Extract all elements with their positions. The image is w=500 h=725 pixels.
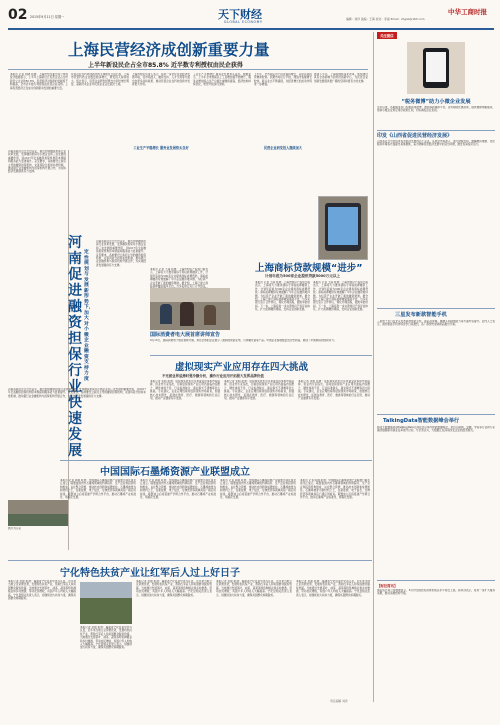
graphene-body-2: 本报讯 记者 陈刚 报道：中国国际石墨烯资源产业联盟日前在黑龙江成立。联盟由国内外石墨烯领域的科研院所、生产企业和投资机构组成，旨在整合资源、推动技术创新和成果转化。石墨烯被誉为新材料之王，在新能源、电子信息、生物医药等领域具有广阔应用前景。联盟成立后将搭建产学研合作平台，推动石墨烯产业标准化、规模化发展。 — [140, 479, 216, 500]
samsung-body: 三星电子近日在北京发布新款智能手机，新品在屏幕、摄像头和续航能力等方面均有提升。业内人士表示，国内智能手机市场竞争日趋激烈，各厂商纷纷加快新品推出节奏。 — [377, 320, 495, 327]
date-line: 2015年9月11日 星期一 — [30, 15, 65, 19]
talkingdata-body: 移动大数据服务商TalkingData日前在北京举办智能数据峰会，来自互联网、金融、零售等行业的专家围绕数据驱动商业变革展开讨论。与会者认为，大数据正在深刻改变企业的经营模式。 — [377, 426, 495, 433]
page-number: 02 — [8, 7, 28, 23]
lead-subhead-2: 民营企业研发投入继续加大 — [263, 146, 303, 150]
consumer-expo-photo — [150, 288, 230, 330]
wechat-label: 关注微信 — [377, 32, 397, 39]
ninghua-body-2: 本报记者 吴强 报道：福建省宁化县是中央苏区县，近年来当地立足资源优势，发展特色扶贫产业，帮助红军后人和贫困群众脱贫致富。当地通过发展茶叶、油茶、蔬菜等特色种植业和乡村旅游，带动农民增收，贫困户年人均收入大幅提高。宁化县相关负责人表示，将继续加大扶持力度，确保贫困群众如期脱贫。 — [80, 626, 132, 650]
vr-title: 虚拟现实产业应用存在四大挑战 — [175, 362, 309, 373]
ninghua-body-5: 本报记者 吴强 报道：福建省宁化县是中央苏区县，近年来当地立足资源优势，发展特色扶贫产业，帮助红军后人和贫困群众脱贫致富。当地通过发展茶叶、油茶、蔬菜等特色种植业和乡村旅游，带动农民增收，贫困户年人均收入大幅提高。宁化县相关负责人表示，将继续加大扶持力度，确保贫困群众如期脱贫。 — [296, 580, 370, 597]
henan-photo-caption: 图片为示意 — [8, 527, 21, 530]
lead-column-1: 本报讯 记者 刘晓 报道：上海市发改委日前公布的统计数据显示，上半年上海新设立民营企业占全市新设立企业的85.8%，民营经济对创新的贡献度不断提高，全市近半数专利授权由民营企业获得。上海民营经济正在成为创新驱动发展的重要力量。 — [10, 73, 68, 90]
lead-subhead-1: 工业生产平稳增长 服务业发展势头良好 — [133, 146, 189, 150]
ninghua-top-rule — [8, 560, 372, 561]
lead-column-3: 上海市相关负责人表示，将进一步优化民营经济发展环境，在市场准入、融资支持、人才引进等方面出台更多扶持政策，推动民营企业在科技创新中发挥更大作用。 — [132, 73, 190, 87]
trademark-loan-body-3: 本报讯 记者 王丽 报道：上海市知识产权局日前表示，上海将大力推进商标专用权质押融资工作，计划年底前为500家企业提供商标质押贷款。商标质押融资有效缓解了中小企业融资难问题，为轻资产企业开辟了新的融资渠道。据介绍，上海已建立商标质押融资服务平台，与多家银行签订合作协议，简化办理流程，缩短审批时间。下一步，上海将进一步完善知识产权评估体系，扩大质押融资规模，支持企业创新发展。 — [313, 281, 368, 312]
ninghua-body-3: 本报记者 吴强 报道：福建省宁化县是中央苏区县，近年来当地立足资源优势，发展特色扶贫产业，帮助红军后人和贫困群众脱贫致富。当地通过发展茶叶、油茶、蔬菜等特色种植业和乡村旅游，带动农民增收，贫困户年人均收入大幅提高。宁化县相关负责人表示，将继续加大扶持力度，确保贫困群众如期脱贫。 — [136, 580, 212, 597]
vr-top-rule — [150, 355, 372, 356]
sidebar-divider — [373, 32, 374, 702]
lead-subtitle: 上半年新设民企占全市85.8% 近半数专利授权由民企获得 — [88, 62, 243, 69]
masthead — [8, 5, 494, 27]
trademark-loan-body-2: 本报讯 记者 王丽 报道：上海市知识产权局日前表示，上海将大力推进商标专用权质押融资工作，计划年底前为500家企业提供商标质押贷款。商标质押融资有效缓解了中小企业融资难问题，为轻资产企业开辟了新的融资渠道。据介绍，上海已建立商标质押融资服务平台，与多家银行签订合作协议，简化办理流程，缩短审批时间。下一步，上海将进一步完善知识产权评估体系，扩大质押融资规模，支持企业创新发展。 — [255, 281, 310, 312]
henan-intro: 河南省政府近日出台意见，提出加快融资担保行业改革发展，发挥融资担保对小微企业和三农发展的重要作用，到2017年全省融资担保机构资本规模和服务能力显著提升。意见要求，各地要设立政府主导的融资担保机构，完善风险分担和补偿机制，推动银行业金融机构与担保机构开展合作，为实体经济发展提供有力支撑。 — [8, 150, 66, 174]
samsung-title: 三星发布新款智能手机 — [395, 312, 447, 318]
lead-title: 上海民营经济成创新重要力量 — [68, 41, 270, 59]
editor-line: 编辑：刘洋 美编：王海 校对：李丽 Email：zhgsb@163.com — [346, 17, 425, 21]
consumer-expo-caption-title: 国际消费者电大展首席讲师宣告 — [150, 332, 221, 338]
graphene-body-1: 本报讯 记者 陈刚 报道：中国国际石墨烯资源产业联盟日前在黑龙江成立。联盟由国内外石墨烯领域的科研院所、生产企业和投资机构组成，旨在整合资源、推动技术创新和成果转化。石墨烯被誉为新材料之王，在新能源、电子信息、生物医药等领域具有广阔应用前景。联盟成立后将搭建产学研合作平台，推动石墨烯产业标准化、规模化发展。 — [60, 479, 136, 500]
vr-body-2: 本报记者 张明 报道：虚拟现实技术近年来备受资本和市场追捧，但业内专家指出，目前虚拟现实产业应用仍面临内容匮乏、硬件体验不佳、行业标准缺失、商业模式不清晰等四大挑战。专家建议，企业应理性看待虚拟现实市场前景，加强核心技术研发，拓展在教育、医疗、旅游等领域的行业应用，推动产业健康有序发展。 — [224, 380, 294, 401]
henan-photo — [8, 500, 68, 526]
lead-subtitle-rule — [8, 69, 368, 70]
henan-deck: 定性 规划与发展 新形势下，加大对小微企业融资支持力度 — [84, 250, 94, 382]
graphene-body-4: 本报讯 记者 陈刚 报道：中国国际石墨烯资源产业联盟日前在黑龙江成立。联盟由国内外石墨烯领域的科研院所、生产企业和投资机构组成，旨在整合资源、推动技术创新和成果转化。石墨烯被誉为新材料之王，在新能源、电子信息、生物医药等领域具有广阔应用前景。联盟成立后将搭建产学研合作平台，推动石墨烯产业标准化、规模化发展。 — [300, 479, 370, 500]
talkingdata-title: TalkingData智能数据峰会举行 — [383, 418, 460, 424]
sidebar-rule-4 — [377, 580, 495, 581]
section-title: 天下财经 — [218, 8, 262, 21]
consumer-expo-caption: 9月10日，国际消费电子展在柏林开幕，来自全球的企业展示了最新的智能家电、可穿戴设备等产品。中国企业参展数量创历史新高，展现了中国制造的创新实力。 — [150, 339, 337, 342]
lead-column-2: 民营企业在科技创新中的主体地位日益凸显，上海市民营科技企业数量稳步增长，研发投入持续加大。统计显示，民营企业研发经费支出同比增长明显，高新技术企业中民营企业占比超过七成。 — [71, 73, 129, 87]
brief-title: 【财经简讯】 — [377, 584, 398, 588]
wechat-headline: “税务微博”助力小微企业发展 — [401, 99, 471, 105]
section-subtitle: GLOBAL ECONOMY — [224, 20, 263, 24]
trademark-loan-subtitle: 计划年底为500家企业提供贷款5000万元以上 — [265, 274, 341, 278]
shanxi-title: 印发《山西省促进民营经济发展》 — [377, 133, 453, 139]
lead-column-5: 上半年，全市固定资产投资保持增长，其中民间投资增速较快。消费市场运行平稳，网络零售额增长较快，新兴业态不断涌现，对经济增长的拉动作用进一步增强。 — [254, 73, 312, 87]
lead-inset-photo — [318, 196, 368, 260]
ninghua-photo — [80, 582, 132, 624]
wechat-qr-photo — [407, 42, 465, 94]
lead-column-6: 展望下半年，上海将继续深化改革，加快建设具有全球影响力的科技创新中心，为民营企业创新发展提供更广阔的空间和更有力的支撑。 — [314, 73, 368, 83]
shanxi-body: 山西省近日出台促进民营经济发展的若干意见，从放宽市场准入、加大财税支持、缓解融资难题、优化服务环境等方面提出具体措施，着力破解民营经济发展中的突出问题，激发民间投资活力。 — [377, 140, 495, 147]
vr-body-1: 本报记者 张明 报道：虚拟现实技术近年来备受资本和市场追捧，但业内专家指出，目前虚拟现实产业应用仍面临内容匮乏、硬件体验不佳、行业标准缺失、商业模式不清晰等四大挑战。专家建议，企业应理性看待虚拟现实市场前景，加强核心技术研发，拓展在教育、医疗、旅游等领域的行业应用，推动产业健康有序发展。 — [150, 380, 220, 401]
ninghua-body-4: 本报记者 吴强 报道：福建省宁化县是中央苏区县，近年来当地立足资源优势，发展特色扶贫产业，帮助红军后人和贫困群众脱贫致富。当地通过发展茶叶、油茶、蔬菜等特色种植业和乡村旅游，带动农民增收，贫困户年人均收入大幅提高。宁化县相关负责人表示，将继续加大扶持力度，确保贫困群众如期脱贫。 — [216, 580, 292, 597]
right-sidebar — [377, 32, 495, 702]
brief-body: 国家统计局公布数据显示，8月份全国居民消费价格总水平同比上涨。商务部表示，将进一步扩大服务消费，推动消费结构升级。 — [377, 589, 495, 596]
trademark-loan-title: 上海商标贷款规模“进步” — [255, 263, 363, 274]
sidebar-rule-1 — [377, 130, 495, 131]
masthead-rule — [8, 28, 494, 30]
henan-title: 河南促进融资担保行业快速发展 — [68, 235, 82, 459]
vr-subtitle: 不光被业界追捧时要冷静分析，操作行业应用开拓极大发挥品牌价值 — [162, 374, 264, 378]
paper-name: 中华工商时报 — [448, 8, 487, 16]
lead-column-4: 工业生产平稳增长 服务业发展势头良好。数据显示，上半年全市规模以上工业增加值平稳增长，服务业增加值占生产总值比重继续提高，经济结构持续优化，转型升级步伐加快。 — [193, 73, 251, 87]
sidebar-rule-2 — [377, 308, 495, 309]
ninghua-body-1: 本报记者 吴强 报道：福建省宁化县是中央苏区县，近年来当地立足资源优势，发展特色扶贫产业，帮助红军后人和贫困群众脱贫致富。当地通过发展茶叶、油茶、蔬菜等特色种植业和乡村旅游，带动农民增收，贫困户年人均收入大幅提高。宁化县相关负责人表示，将继续加大扶持力度，确保贫困群众如期脱贫。 — [8, 580, 76, 601]
ninghua-title: 宁化特色扶贫产业让红军后人过上好日子 — [60, 568, 240, 579]
vr-body-3: 本报记者 张明 报道：虚拟现实技术近年来备受资本和市场追捧，但业内专家指出，目前虚拟现实产业应用仍面临内容匮乏、硬件体验不佳、行业标准缺失、商业模式不清晰等四大挑战。专家建议，企业应理性看待虚拟现实市场前景，加强核心技术研发，拓展在教育、医疗、旅游等领域的行业应用，推动产业健康有序发展。 — [298, 380, 370, 401]
henan-body-lower: 河南省政府近日出台意见，提出加快融资担保行业改革发展，发挥融资担保对小微企业和三农发展的重要作用，到2017年全省融资担保机构资本规模和服务能力显著提升。意见要求，各地要设立政府主导的融资担保机构，完善风险分担和补偿机制，推动银行业金融机构与担保机构开展合作，为实体经济发展提供有力支撑。 — [8, 388, 146, 398]
sidebar-rule-3 — [377, 414, 495, 415]
footer-right-note: 责任编辑 刘洋 — [330, 699, 348, 703]
graphene-top-rule — [60, 460, 372, 461]
henan-body: 河南省政府近日出台意见，提出加快融资担保行业改革发展，发挥融资担保对小微企业和三农发展的重要作用，到2017年全省融资担保机构资本规模和服务能力显著提升。意见要求，各地要设立政府主导的融资担保机构，完善风险分担和补偿机制，推动银行业金融机构与担保机构开展合作，为实体经济发展提供有力支撑。 — [96, 240, 146, 267]
graphene-body-3: 本报讯 记者 陈刚 报道：中国国际石墨烯资源产业联盟日前在黑龙江成立。联盟由国内外石墨烯领域的科研院所、生产企业和投资机构组成，旨在整合资源、推动技术创新和成果转化。石墨烯被誉为新材料之王，在新能源、电子信息、生物医药等领域具有广阔应用前景。联盟成立后将搭建产学研合作平台，推动石墨烯产业标准化、规模化发展。 — [220, 479, 296, 500]
wechat-body: 今年以来，各地税务部门积极利用微博、微信等新媒体平台，宣传税收优惠政策，提供便捷纳税服务，帮助小微企业用足用好政策红利，切实减轻企业负担。 — [377, 106, 495, 113]
graphene-title: 中国国际石墨烯资源产业联盟成立 — [100, 467, 250, 478]
trademark-loan-body-1: 本报讯 记者 王丽 报道：上海市知识产权局日前表示，上海将大力推进商标专用权质押融资工作，计划年底前为500家企业提供商标质押贷款。商标质押融资有效缓解了中小企业融资难问题，为轻资产企业开辟了新的融资渠道。据介绍，上海已建立商标质押融资服务平台，与多家银行签订合作协议， — [150, 268, 208, 289]
